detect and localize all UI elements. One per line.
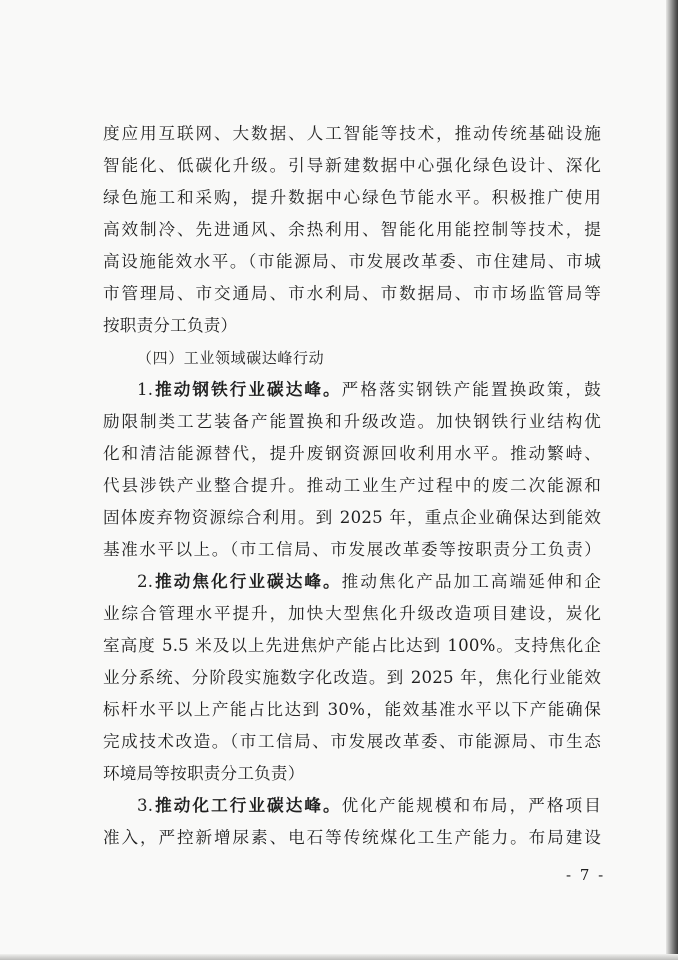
text-line: 度应用互联网、大数据、人工智能等技术，推动传统基础设施 [103,124,601,143]
text-line: 完成技术改造。（市工信局、市发展改革委、市能源局、市生态 [103,732,601,751]
scan-edge-bottom [0,954,678,960]
text-line: 准入，严控新增尿素、电石等传统煤化工生产能力。布局建设 [103,828,601,847]
item-2-text: 推动焦化产品加工高端延伸和企 [341,572,601,591]
text-line: 化和清洁能源替代，提升废钢资源回收利用水平。推动繁峙、 [103,444,601,463]
scan-edge-right [666,0,678,960]
item-3-text: 优化产能规模和布局，严格项目 [341,796,601,815]
text-line: 基准水平以上。（市工信局、市发展改革委等按职责分工负责） [103,540,601,559]
item-1-title: 推动钢铁行业碳达峰。 [153,380,342,399]
text-line: 智能化、低碳化升级。引导新建数据中心强化绿色设计、深化 [103,156,601,175]
item-1-first-line [103,374,601,406]
text-line: 励限制类工艺装备产能置换和升级改造。加快钢铁行业结构优 [103,412,601,431]
section-heading: （四）工业领域碳达峰行动 [137,349,325,367]
text-line: 室高度 5.5 米及以上先进焦炉产能占比达到 100%。支持焦化企 [103,636,601,655]
text-line: 业分系统、分阶段实施数字化改造。到 2025 年，焦化行业能效 [103,668,601,687]
text-line: 绿色施工和采购，提升数据中心绿色节能水平。积极推广使用 [103,188,601,207]
item-2-number: 2. [137,572,154,591]
item-1-number: 1. [137,380,154,399]
page-number: - 7 - [566,866,606,884]
text-line: 环境局等按职责分工负责） [103,764,305,783]
text-line: 高效制冷、先进通风、余热利用、智能化用能控制等技术，提 [103,220,601,239]
text-line: 市管理局、市交通局、市水利局、市数据局、市市场监管局等 [103,284,601,303]
text-line: 按职责分工负责） [103,316,238,335]
item-2-first-line [103,566,601,598]
item-1-text: 严格落实钢铁产能置换政策，鼓 [341,380,601,399]
item-3-title: 推动化工行业碳达峰。 [153,796,342,815]
text-line: 高设施能效水平。（市能源局、市发展改革委、市住建局、市城 [103,252,601,271]
item-2-title: 推动焦化行业碳达峰。 [153,572,342,591]
body-text [103,118,601,854]
text-line: 固体废弃物资源综合利用。到 2025 年，重点企业确保达到能效 [103,508,601,527]
text-line: 标杆水平以上产能占比达到 30%，能效基准水平以下产能确保 [103,700,601,719]
item-3-first-line [103,790,601,822]
text-line: 业综合管理水平提升，加快大型焦化升级改造项目建设，炭化 [103,604,601,623]
text-line: 代县涉铁产业整合提升。推动工业生产过程中的废二次能源和 [103,476,601,495]
item-3-number: 3. [137,796,154,815]
